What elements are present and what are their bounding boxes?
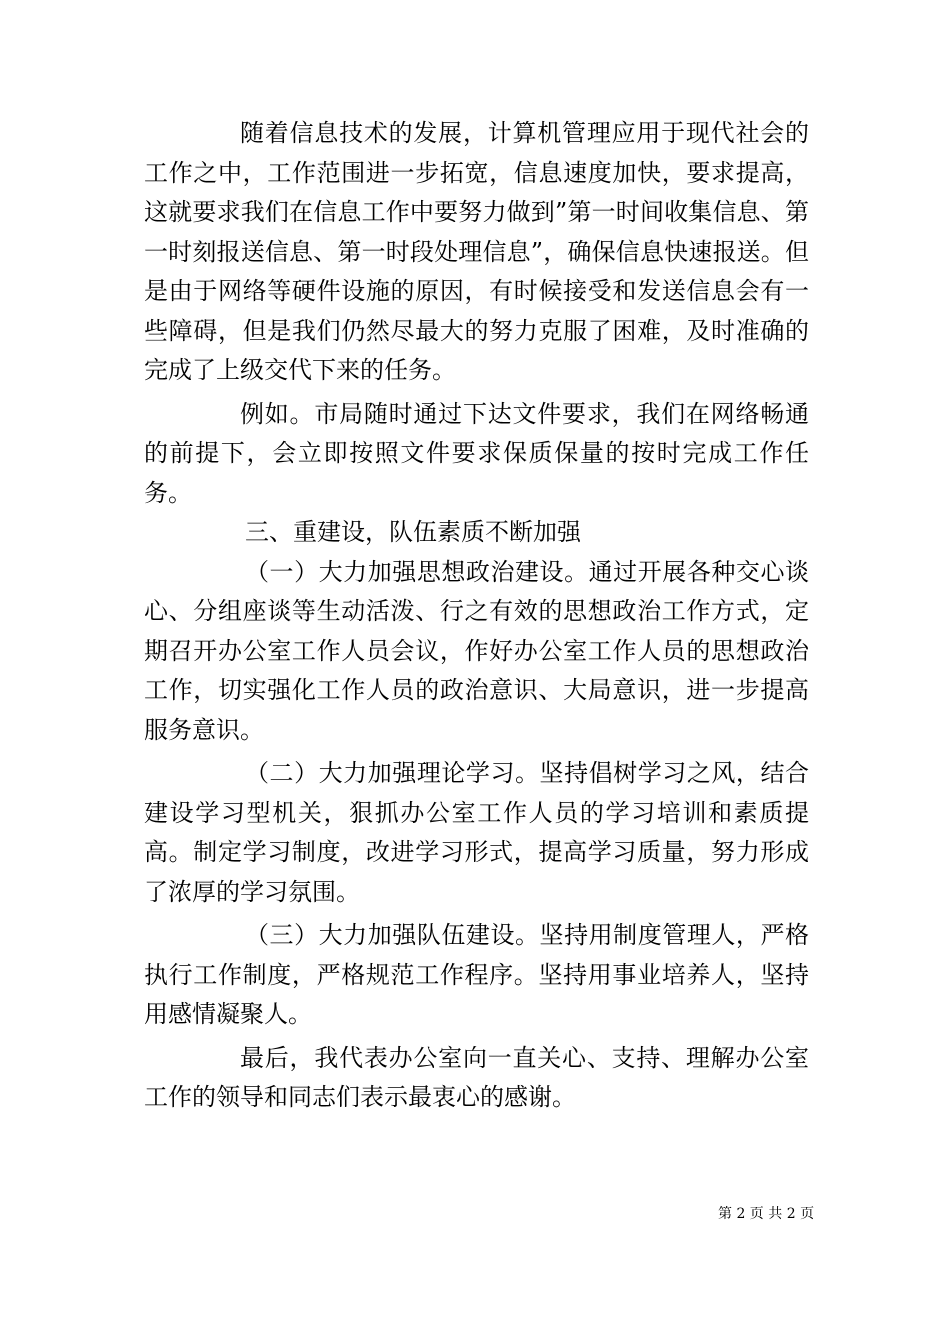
paragraph-closing-thanks: 最后，我代表办公室向一直关心、支持、理解办公室工作的领导和同志们表示最衷心的感谢。: [144, 1043, 809, 1111]
paragraph-information-work: 随着信息技术的发展，计算机管理应用于现代社会的工作之中，工作范围进一步拓宽，信息速度加快，要求提高，这就要求我们在信息工作中要努力做到”第一时间收集信息、第一时刻报送信息、第一时段处理信息”，确保信息快速报送。但是由于网络等硬件设施的原因，有时候接受和发送信息会有一些障碍，但是我们仍然尽最大的努力克服了困难，及时准确的完成了上级交代下来的任务。: [144, 119, 809, 384]
paragraph-example: 例如。市局随时通过下达文件要求，我们在网络畅通的前提下，会立即按照文件要求保质保量的按时完成工作任务。: [144, 399, 809, 507]
paragraph-team-building: （三）大力加强队伍建设。坚持用制度管理人，严格执行工作制度，严格规范工作程序。坚持用事业培养人，坚持用感情凝聚人。: [144, 921, 809, 1028]
page-number-footer: 第 2 页 共 2 页: [718, 1206, 815, 1222]
section-heading-three: 三、重建设，队伍素质不断加强: [245, 518, 581, 546]
paragraph-theory-study: （二）大力加强理论学习。坚持倡树学习之风，结合建设学习型机关，狠抓办公室工作人员的学习培训和素质提高。制定学习制度，改进学习形式，提高学习质量，努力形成了浓厚的学习氛围。: [144, 759, 809, 906]
paragraph-political-building: （一）大力加强思想政治建设。通过开展各种交心谈心、分组座谈等生动活泼、行之有效的思想政治工作方式，定期召开办公室工作人员会议，作好办公室工作人员的思想政治工作，切实强化工作人员的政治意识、大局意识，进一步提高服务意识。: [144, 557, 809, 744]
document-body: [144, 114, 809, 1118]
